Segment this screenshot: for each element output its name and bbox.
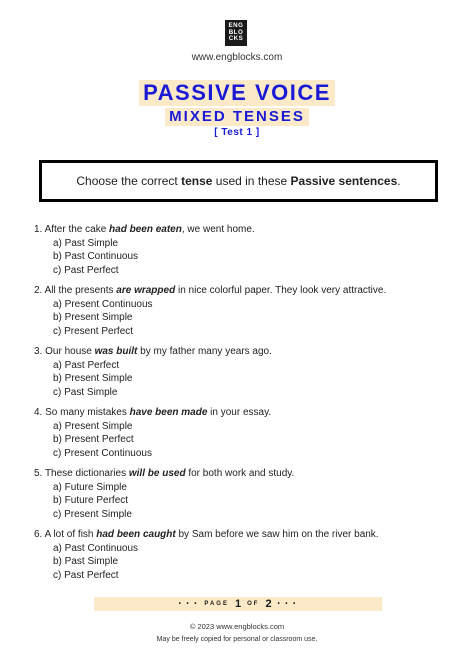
site-url[interactable]: www.engblocks.com xyxy=(191,52,283,63)
option-b: b) Future Perfect xyxy=(53,495,129,506)
question-text xyxy=(34,467,454,481)
option-c: c) Present Simple xyxy=(53,508,132,520)
question-after: , we went home. xyxy=(181,224,255,235)
option-b: b) Present Simple xyxy=(53,312,133,323)
question-before: 5. These dictionaries xyxy=(34,468,129,479)
question-before: 1. After the cake xyxy=(34,224,110,235)
question-text xyxy=(34,345,454,359)
question-text xyxy=(34,223,454,237)
instruction-text xyxy=(76,174,400,188)
instruction-bold-passive: Passive sentences xyxy=(290,174,398,188)
pager-of-word: OF xyxy=(247,601,260,607)
option-b: b) Past Simple xyxy=(53,556,119,567)
instruction-bold-tense: tense xyxy=(181,174,213,188)
question-after: in nice colorful paper. They look very attractive. xyxy=(175,285,387,296)
logo-line-1: ENG xyxy=(228,22,244,30)
option-c: c) Present Continuous xyxy=(53,447,152,459)
question-6 xyxy=(34,528,454,582)
pager-total-number: 2 xyxy=(265,598,272,610)
question-1 xyxy=(34,223,454,277)
question-before: 4. So many mistakes xyxy=(34,407,130,418)
copyright-text: © 2023 www.engblocks.com xyxy=(189,622,285,631)
option-a: a) Present Simple xyxy=(53,420,133,432)
question-text xyxy=(34,284,454,298)
option-c: c) Present Perfect xyxy=(53,325,134,337)
option-c: c) Past Perfect xyxy=(53,264,119,276)
pager-current-number: 1 xyxy=(234,598,242,610)
option-a: a) Past Perfect xyxy=(53,359,120,371)
pager-page-word: PAGE xyxy=(204,601,229,607)
question-text xyxy=(34,406,454,420)
option-b: b) Present Simple xyxy=(53,373,133,384)
question-3 xyxy=(34,345,454,399)
page-indicator xyxy=(94,597,382,611)
question-emphasis: was built xyxy=(94,346,138,357)
option-a: a) Past Simple xyxy=(53,237,119,249)
question-2 xyxy=(34,284,454,338)
question-emphasis: have been made xyxy=(129,407,208,418)
question-after: by my father many years ago. xyxy=(137,346,272,357)
title-wrap xyxy=(0,80,474,106)
pager-dots-right: • • • xyxy=(277,601,298,607)
question-emphasis: had been caught xyxy=(96,529,176,540)
option-a: a) Past Continuous xyxy=(53,542,139,554)
page-subtitle: MIXED TENSES xyxy=(165,108,309,126)
question-4 xyxy=(34,406,454,460)
option-c: c) Past Simple xyxy=(53,386,118,398)
question-after: in your essay. xyxy=(207,407,272,418)
option-b: b) Past Continuous xyxy=(53,251,139,262)
subtitle-wrap xyxy=(0,108,474,126)
instruction-part-2: used in these xyxy=(212,174,291,188)
question-before: 3. Our house xyxy=(34,346,95,357)
question-after: by Sam before we saw him on the river bank. xyxy=(175,529,379,540)
instruction-part-3: . xyxy=(397,174,401,188)
option-a: a) Future Simple xyxy=(53,481,127,493)
engblocks-logo xyxy=(225,20,247,46)
question-emphasis: will be used xyxy=(128,468,186,479)
pager-dots-left: • • • xyxy=(178,601,199,607)
question-text xyxy=(34,528,454,542)
logo-line-2: BLO xyxy=(228,28,244,36)
instruction-part-1: Choose the correct xyxy=(76,174,182,188)
option-c: c) Past Perfect xyxy=(53,569,119,581)
license-text: May be freely copied for personal or classroom use. xyxy=(156,636,318,643)
question-after: for both work and study. xyxy=(185,468,295,479)
page-title: PASSIVE VOICE xyxy=(139,80,335,106)
question-emphasis: are wrapped xyxy=(116,285,176,296)
logo-line-3: CKS xyxy=(228,35,244,43)
option-a: a) Present Continuous xyxy=(53,298,153,310)
question-emphasis: had been eaten xyxy=(109,224,182,235)
question-before: 6. A lot of fish xyxy=(34,529,97,540)
question-before: 2. All the presents xyxy=(34,285,117,296)
question-list xyxy=(34,223,454,589)
instruction-box xyxy=(39,160,438,202)
option-b: b) Present Perfect xyxy=(53,434,134,445)
question-5 xyxy=(34,467,454,521)
test-label: [ Test 1 ] xyxy=(214,127,260,138)
